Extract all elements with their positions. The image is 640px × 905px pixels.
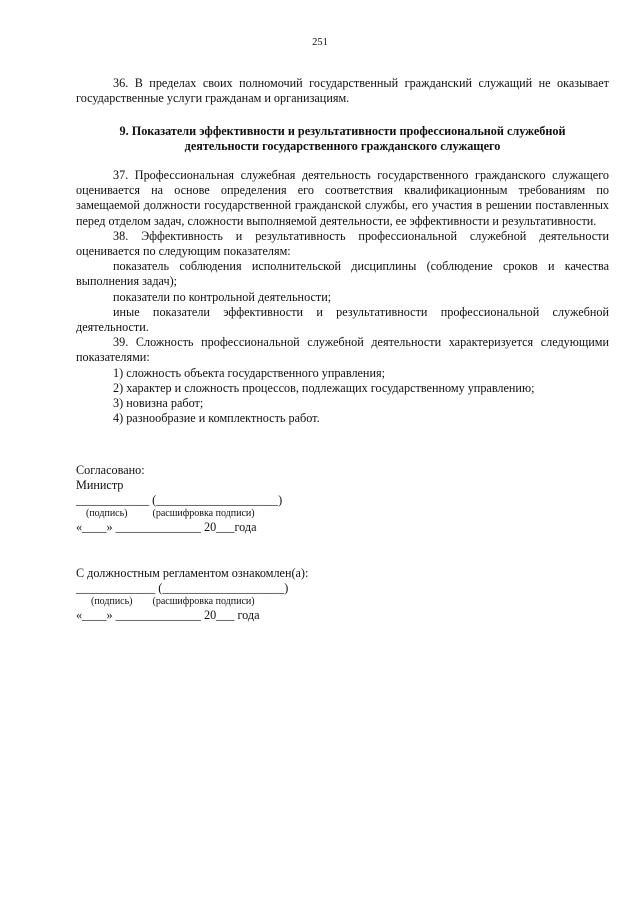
section-heading <box>76 124 609 155</box>
acknowledgement-label: С должностным регламентом ознакомлен(а): <box>76 566 309 580</box>
paragraph-39-item: 4) разнообразие и комплектность работ. <box>113 411 320 426</box>
acknowledgement-signature-line: _____________ (____________________) <box>76 581 289 595</box>
section-body <box>76 168 609 426</box>
approval-date-line: «____» ______________ 20___года <box>76 520 257 534</box>
approval-block <box>76 463 376 535</box>
acknowledgement-block <box>76 566 376 623</box>
paragraph-39: 39. Сложность профессиональной служебной деятельности характеризуется следующими показателями: <box>76 335 609 365</box>
paragraph-39-item: 1) сложность объекта государственного управления; <box>113 365 385 380</box>
paragraph-38-item: иные показатели эффективности и результативности профессиональной служебной деятельности. <box>76 304 609 335</box>
acknowledgement-date-line: «____» ______________ 20___ года <box>76 608 260 622</box>
section-heading-line-1: 9. Показатели эффективности и результативности профессиональной служебной <box>119 124 566 138</box>
paragraph-39-item: 2) характер и сложность процессов, подлежащих государственному управлению; <box>113 380 535 395</box>
paragraph-39-item: 3) новизна работ; <box>113 396 204 411</box>
page-number: 251 <box>312 37 328 48</box>
paragraph-38: 38. Эффективность и результативность профессиональной служебной деятельности оценивается по следующим показателям: <box>76 228 609 259</box>
approval-label: Согласовано: <box>76 463 145 477</box>
section-heading-line-2: деятельности государственного гражданского служащего <box>184 139 501 154</box>
acknowledgement-signature-caption: (подпись) (расшифровка подписи) <box>76 596 255 607</box>
approval-signature-caption: (подпись) (расшифровка подписи) <box>76 508 255 519</box>
paragraph-38-item: показатель соблюдения исполнительской дисциплины (соблюдение сроков и качества выполнения задач); <box>76 259 609 289</box>
approval-signature-line: ____________ (____________________) <box>76 493 283 507</box>
paragraph-36-text: 36. В пределах своих полномочий государственный гражданский служащий не оказывает государственные услуги гражданам и организациям. <box>76 76 609 106</box>
paragraph-37: 37. Профессиональная служебная деятельность государственного гражданского служащего оценивается на основе определения его соответствия квалификационным требованиям по замещаемой должности государственной гражданской службы, его участия в решении поставленных перед отделом задач, сложности выполняемой деятельности, ее эффективности и результативности. <box>76 168 609 228</box>
paragraph-38-item: показатели по контрольной деятельности; <box>113 289 332 304</box>
approval-role: Министр <box>76 478 124 492</box>
paragraph-36 <box>76 76 609 106</box>
